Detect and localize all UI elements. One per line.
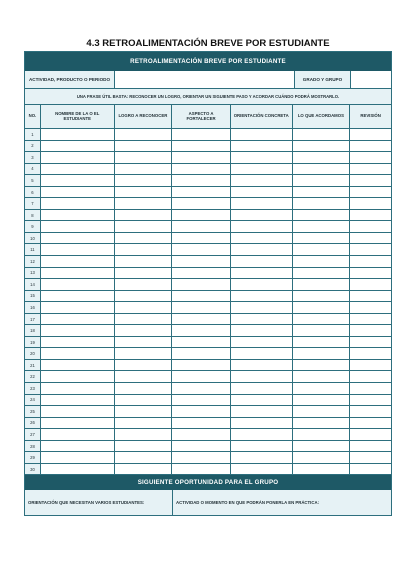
col-agreement-cell[interactable] — [293, 279, 351, 290]
col-review-cell[interactable] — [350, 291, 391, 302]
col-student-name-cell[interactable] — [41, 279, 115, 290]
row-number: 5 — [25, 175, 41, 186]
table-row — [25, 141, 391, 153]
col-achievement-cell[interactable] — [115, 198, 173, 209]
col-student-name-cell[interactable] — [41, 233, 115, 244]
col-achievement-cell[interactable] — [115, 268, 173, 279]
col-achievement-cell[interactable] — [115, 360, 173, 371]
row-number: 30 — [25, 464, 41, 475]
col-aspect-cell[interactable] — [172, 383, 231, 394]
col-aspect-cell[interactable] — [172, 360, 231, 371]
col-aspect-cell[interactable] — [172, 418, 231, 429]
col-student-name-cell[interactable] — [41, 129, 115, 140]
col-aspect-cell[interactable] — [172, 268, 231, 279]
col-student-name-cell[interactable] — [41, 418, 115, 429]
col-aspect-cell[interactable] — [172, 129, 231, 140]
col-student-name-cell[interactable] — [41, 441, 115, 452]
col-aspect-cell[interactable] — [172, 464, 231, 475]
col-achievement-cell[interactable] — [115, 221, 173, 232]
col-review-cell[interactable] — [350, 383, 391, 394]
col-agreement-cell[interactable] — [293, 244, 351, 255]
col-orientation-cell[interactable] — [231, 348, 293, 359]
col-aspect-cell[interactable] — [172, 256, 231, 267]
meta-row — [25, 71, 391, 89]
row-number: 24 — [25, 395, 41, 406]
col-student-name-cell[interactable] — [41, 360, 115, 371]
col-achievement-cell[interactable] — [115, 129, 173, 140]
col-review-cell[interactable] — [350, 221, 391, 232]
col-review-cell[interactable] — [350, 152, 391, 163]
grade-label: GRADO Y GRUPO — [295, 71, 351, 88]
col-agreement-cell[interactable] — [293, 348, 351, 359]
col-aspect-cell[interactable] — [172, 302, 231, 313]
row-number: 17 — [25, 314, 41, 325]
table-row — [25, 371, 391, 383]
col-aspect-cell[interactable] — [172, 429, 231, 440]
col-review-cell[interactable] — [350, 314, 391, 325]
col-review-cell[interactable] — [350, 337, 391, 348]
col-student-name-cell[interactable] — [41, 256, 115, 267]
col-orientation-cell[interactable] — [231, 268, 293, 279]
col-aspect-cell[interactable] — [172, 406, 231, 417]
col-agreement-cell[interactable] — [293, 337, 351, 348]
col-agreement-cell[interactable] — [293, 221, 351, 232]
row-number: 14 — [25, 279, 41, 290]
col-student-name-cell[interactable] — [41, 406, 115, 417]
table-row — [25, 175, 391, 187]
table-row — [25, 291, 391, 303]
col-student-name-cell[interactable] — [41, 268, 115, 279]
table-row — [25, 210, 391, 222]
col-student-name-cell[interactable] — [41, 141, 115, 152]
feedback-form — [24, 51, 392, 516]
col-aspect-cell[interactable] — [172, 233, 231, 244]
col-student-name-cell[interactable] — [41, 395, 115, 406]
col-student-name-cell[interactable] — [41, 187, 115, 198]
col-review-cell[interactable] — [350, 244, 391, 255]
col-review-cell[interactable] — [350, 348, 391, 359]
row-number: 4 — [25, 164, 41, 175]
row-number: 9 — [25, 221, 41, 232]
col-orientation-cell[interactable] — [231, 418, 293, 429]
col-achievement-cell[interactable] — [115, 383, 173, 394]
activity-field[interactable] — [115, 71, 295, 88]
col-review-header: REVISIÓN — [350, 105, 391, 128]
col-achievement-cell[interactable] — [115, 210, 173, 221]
col-orientation-cell[interactable] — [231, 141, 293, 152]
footer-row — [25, 490, 391, 515]
col-student-name-cell[interactable] — [41, 383, 115, 394]
col-achievement-cell[interactable] — [115, 302, 173, 313]
col-aspect-cell[interactable] — [172, 187, 231, 198]
col-aspect-cell[interactable] — [172, 175, 231, 186]
col-agreement-cell[interactable] — [293, 198, 351, 209]
col-achievement-cell[interactable] — [115, 291, 173, 302]
col-review-cell[interactable] — [350, 395, 391, 406]
col-agreement-cell[interactable] — [293, 360, 351, 371]
col-aspect-cell[interactable] — [172, 452, 231, 463]
col-aspect-cell[interactable] — [172, 371, 231, 382]
col-review-cell[interactable] — [350, 371, 391, 382]
table-row — [25, 302, 391, 314]
row-number: 6 — [25, 187, 41, 198]
col-review-cell[interactable] — [350, 452, 391, 463]
col-review-cell[interactable] — [350, 129, 391, 140]
col-aspect-cell[interactable] — [172, 244, 231, 255]
table-row — [25, 418, 391, 430]
col-agreement-cell[interactable] — [293, 302, 351, 313]
col-aspect-cell[interactable] — [172, 337, 231, 348]
col-student-name-cell[interactable] — [41, 429, 115, 440]
col-achievement-cell[interactable] — [115, 152, 173, 163]
row-number: 28 — [25, 441, 41, 452]
row-number: 20 — [25, 348, 41, 359]
table-row — [25, 452, 391, 464]
row-number: 22 — [25, 371, 41, 382]
col-agreement-cell[interactable] — [293, 418, 351, 429]
col-review-cell[interactable] — [350, 210, 391, 221]
col-student-name-cell[interactable] — [41, 210, 115, 221]
table-row — [25, 348, 391, 360]
col-agreement-cell[interactable] — [293, 291, 351, 302]
col-agreement-cell[interactable] — [293, 452, 351, 463]
row-number: 27 — [25, 429, 41, 440]
col-aspect-cell[interactable] — [172, 441, 231, 452]
col-aspect-cell[interactable] — [172, 314, 231, 325]
row-number: 25 — [25, 406, 41, 417]
row-number: 21 — [25, 360, 41, 371]
col-orientation-cell[interactable] — [231, 187, 293, 198]
row-number: 15 — [25, 291, 41, 302]
col-achievement-cell[interactable] — [115, 452, 173, 463]
col-achievement-cell[interactable] — [115, 441, 173, 452]
col-aspect-cell[interactable] — [172, 210, 231, 221]
table-row — [25, 441, 391, 453]
col-achievement-cell[interactable] — [115, 429, 173, 440]
row-number: 10 — [25, 233, 41, 244]
col-review-cell[interactable] — [350, 268, 391, 279]
col-review-cell[interactable] — [350, 302, 391, 313]
col-orientation-cell[interactable] — [231, 210, 293, 221]
col-review-cell[interactable] — [350, 360, 391, 371]
col-orientation-cell[interactable] — [231, 314, 293, 325]
col-orientation-cell[interactable] — [231, 325, 293, 336]
col-achievement-cell[interactable] — [115, 348, 173, 359]
col-review-cell[interactable] — [350, 175, 391, 186]
col-orientation-cell[interactable] — [231, 221, 293, 232]
col-review-cell[interactable] — [350, 256, 391, 267]
col-achievement-cell[interactable] — [115, 406, 173, 417]
col-agreement-cell[interactable] — [293, 441, 351, 452]
col-orientation-cell[interactable] — [231, 291, 293, 302]
col-agreement-cell[interactable] — [293, 429, 351, 440]
row-number: 11 — [25, 244, 41, 255]
col-student-name-cell[interactable] — [41, 164, 115, 175]
table-row — [25, 429, 391, 441]
col-achievement-cell[interactable] — [115, 141, 173, 152]
col-orientation-cell[interactable] — [231, 452, 293, 463]
col-aspect-cell[interactable] — [172, 221, 231, 232]
col-review-cell[interactable] — [350, 198, 391, 209]
col-achievement-cell[interactable] — [115, 464, 173, 475]
col-agreement-cell[interactable] — [293, 164, 351, 175]
col-orientation-cell[interactable] — [231, 302, 293, 313]
table-row — [25, 233, 391, 245]
row-number: 23 — [25, 383, 41, 394]
grade-field[interactable] — [351, 71, 391, 88]
table-header — [25, 105, 391, 129]
group-orientation-field[interactable] — [25, 490, 173, 515]
col-agreement-cell[interactable] — [293, 268, 351, 279]
col-aspect-cell[interactable] — [172, 141, 231, 152]
table-row — [25, 325, 391, 337]
table-row — [25, 221, 391, 233]
col-orientation-cell[interactable] — [231, 279, 293, 290]
col-orientation-cell[interactable] — [231, 129, 293, 140]
table-row — [25, 360, 391, 372]
col-achievement-cell[interactable] — [115, 395, 173, 406]
col-achievement-cell[interactable] — [115, 314, 173, 325]
table-row — [25, 129, 391, 141]
col-student-name-cell[interactable] — [41, 198, 115, 209]
col-achievement-cell[interactable] — [115, 256, 173, 267]
col-no-header: NO. — [25, 105, 41, 128]
col-review-cell[interactable] — [350, 187, 391, 198]
table-row — [25, 187, 391, 199]
row-number: 7 — [25, 198, 41, 209]
col-achievement-cell[interactable] — [115, 325, 173, 336]
col-student-name-cell[interactable] — [41, 325, 115, 336]
col-agreement-cell[interactable] — [293, 233, 351, 244]
col-orientation-cell[interactable] — [231, 233, 293, 244]
col-review-cell[interactable] — [350, 233, 391, 244]
table-row — [25, 268, 391, 280]
col-agreement-cell[interactable] — [293, 256, 351, 267]
col-agreement-cell[interactable] — [293, 152, 351, 163]
row-number: 26 — [25, 418, 41, 429]
row-number: 18 — [25, 325, 41, 336]
col-student-name-cell[interactable] — [41, 337, 115, 348]
col-student-name-cell[interactable] — [41, 348, 115, 359]
col-student-name-cell[interactable] — [41, 452, 115, 463]
col-review-cell[interactable] — [350, 164, 391, 175]
col-orientation-cell[interactable] — [231, 198, 293, 209]
col-aspect-cell[interactable] — [172, 152, 231, 163]
row-number: 1 — [25, 129, 41, 140]
col-student-name-header: NOMBRE DE LA O EL ESTUDIANTE — [41, 105, 115, 128]
col-student-name-cell[interactable] — [41, 175, 115, 186]
col-agreement-cell[interactable] — [293, 406, 351, 417]
col-agreement-cell[interactable] — [293, 187, 351, 198]
col-student-name-cell[interactable] — [41, 464, 115, 475]
col-orientation-cell[interactable] — [231, 360, 293, 371]
col-aspect-header: ASPECTO A FORTALECER — [172, 105, 231, 128]
document-title: 4.3 RETROALIMENTACIÓN BREVE POR ESTUDIANTE — [86, 38, 330, 49]
col-achievement-cell[interactable] — [115, 337, 173, 348]
col-orientation-cell[interactable] — [231, 464, 293, 475]
col-achievement-cell[interactable] — [115, 175, 173, 186]
table-row — [25, 314, 391, 326]
col-aspect-cell[interactable] — [172, 291, 231, 302]
col-student-name-cell[interactable] — [41, 152, 115, 163]
table-row — [25, 256, 391, 268]
group-orientation-label: ORIENTACIÓN QUE NECESITAN VARIOS ESTUDIANTES: — [28, 500, 145, 506]
col-review-cell[interactable] — [350, 406, 391, 417]
table-row — [25, 383, 391, 395]
col-student-name-cell[interactable] — [41, 221, 115, 232]
table-row — [25, 464, 391, 476]
col-student-name-cell[interactable] — [41, 371, 115, 382]
col-review-cell[interactable] — [350, 464, 391, 475]
col-aspect-cell[interactable] — [172, 395, 231, 406]
col-achievement-cell[interactable] — [115, 371, 173, 382]
col-review-cell[interactable] — [350, 325, 391, 336]
table-body — [25, 129, 391, 475]
row-number: 29 — [25, 452, 41, 463]
col-review-cell[interactable] — [350, 441, 391, 452]
col-aspect-cell[interactable] — [172, 348, 231, 359]
col-orientation-cell[interactable] — [231, 256, 293, 267]
row-number: 2 — [25, 141, 41, 152]
row-number: 8 — [25, 210, 41, 221]
col-orientation-header: ORIENTACIÓN CONCRETA — [231, 105, 293, 128]
col-achievement-cell[interactable] — [115, 279, 173, 290]
col-orientation-cell[interactable] — [231, 395, 293, 406]
table-row — [25, 164, 391, 176]
col-review-cell[interactable] — [350, 141, 391, 152]
col-agreement-cell[interactable] — [293, 129, 351, 140]
col-orientation-cell[interactable] — [231, 152, 293, 163]
footer-band: SIGUIENTE OPORTUNIDAD PARA EL GRUPO — [25, 475, 391, 490]
table-row — [25, 406, 391, 418]
row-number: 3 — [25, 152, 41, 163]
col-achievement-cell[interactable] — [115, 164, 173, 175]
col-achievement-cell[interactable] — [115, 418, 173, 429]
table-row — [25, 395, 391, 407]
col-orientation-cell[interactable] — [231, 441, 293, 452]
activity-label: ACTIVIDAD, PRODUCTO O PERIODO — [25, 71, 115, 88]
row-number: 12 — [25, 256, 41, 267]
form-header-band: RETROALIMENTACIÓN BREVE POR ESTUDIANTE — [25, 52, 391, 71]
table-row — [25, 198, 391, 210]
col-orientation-cell[interactable] — [231, 371, 293, 382]
col-review-cell[interactable] — [350, 418, 391, 429]
col-aspect-cell[interactable] — [172, 198, 231, 209]
col-achievement-header: LOGRO A RECONOCER — [115, 105, 173, 128]
col-agreement-cell[interactable] — [293, 383, 351, 394]
table-row — [25, 279, 391, 291]
col-student-name-cell[interactable] — [41, 291, 115, 302]
col-orientation-cell[interactable] — [231, 175, 293, 186]
col-orientation-cell[interactable] — [231, 244, 293, 255]
col-student-name-cell[interactable] — [41, 244, 115, 255]
table-row — [25, 152, 391, 164]
col-achievement-cell[interactable] — [115, 187, 173, 198]
col-aspect-cell[interactable] — [172, 279, 231, 290]
col-orientation-cell[interactable] — [231, 337, 293, 348]
col-agreement-cell[interactable] — [293, 395, 351, 406]
table-row — [25, 244, 391, 256]
col-student-name-cell[interactable] — [41, 314, 115, 325]
col-student-name-cell[interactable] — [41, 302, 115, 313]
col-agreement-header: LO QUE ACORDAMOS — [293, 105, 351, 128]
col-aspect-cell[interactable] — [172, 325, 231, 336]
table-row — [25, 337, 391, 349]
col-agreement-cell[interactable] — [293, 175, 351, 186]
col-orientation-cell[interactable] — [231, 406, 293, 417]
col-achievement-cell[interactable] — [115, 244, 173, 255]
col-achievement-cell[interactable] — [115, 233, 173, 244]
guidance-phrase: UNA FRASE ÚTIL BASTA: RECONOCER UN LOGRO, ORIENTAR UN SIGUIENTE PASO Y ACORDAR CUÁNDO PODRÁ MOSTRARLO. — [25, 89, 391, 105]
practice-moment-label: ACTIVIDAD O MOMENTO EN QUE PODRÁN PONERLA EN PRÁCTICA: — [176, 500, 319, 506]
col-agreement-cell[interactable] — [293, 141, 351, 152]
row-number: 13 — [25, 268, 41, 279]
col-orientation-cell[interactable] — [231, 383, 293, 394]
row-number: 19 — [25, 337, 41, 348]
col-review-cell[interactable] — [350, 279, 391, 290]
practice-moment-field[interactable] — [173, 490, 391, 515]
col-orientation-cell[interactable] — [231, 429, 293, 440]
col-aspect-cell[interactable] — [172, 164, 231, 175]
col-orientation-cell[interactable] — [231, 164, 293, 175]
col-agreement-cell[interactable] — [293, 371, 351, 382]
col-agreement-cell[interactable] — [293, 210, 351, 221]
col-agreement-cell[interactable] — [293, 464, 351, 475]
col-agreement-cell[interactable] — [293, 314, 351, 325]
col-agreement-cell[interactable] — [293, 325, 351, 336]
row-number: 16 — [25, 302, 41, 313]
col-review-cell[interactable] — [350, 429, 391, 440]
